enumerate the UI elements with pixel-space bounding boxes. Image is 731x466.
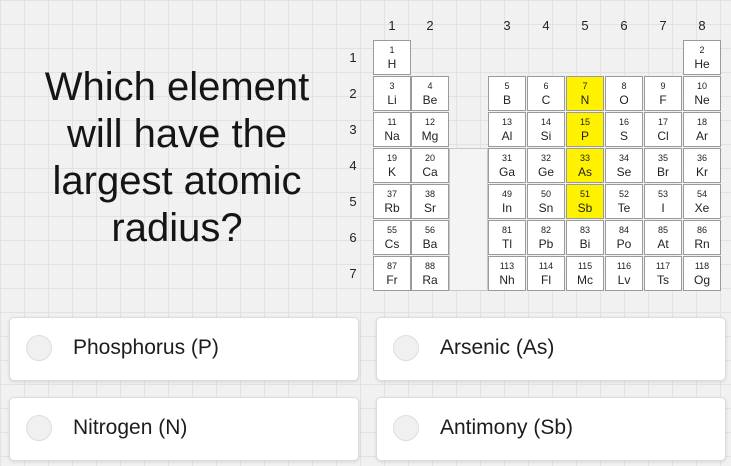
answer-option-nitrogen[interactable] bbox=[9, 397, 359, 461]
element-symbol: At bbox=[657, 237, 669, 251]
element-symbol: Sn bbox=[538, 201, 554, 215]
element-symbol: Ne bbox=[694, 93, 710, 107]
atomic-number: 31 bbox=[501, 153, 512, 163]
radio-icon[interactable] bbox=[393, 415, 419, 441]
element-symbol: Cs bbox=[384, 237, 400, 251]
element-symbol: As bbox=[577, 165, 592, 179]
element-symbol: Ga bbox=[498, 165, 515, 179]
element-cell-ra bbox=[411, 256, 449, 291]
element-symbol: Ra bbox=[422, 273, 438, 287]
atomic-number: 82 bbox=[540, 225, 551, 235]
element-symbol: Sb bbox=[577, 201, 593, 215]
element-cell-ts bbox=[644, 256, 682, 291]
question-line: largest atomic bbox=[52, 159, 302, 203]
atomic-number: 14 bbox=[540, 117, 551, 127]
atomic-number: 115 bbox=[577, 261, 593, 271]
question-line: radius? bbox=[111, 206, 243, 250]
atomic-number: 55 bbox=[386, 225, 397, 235]
atomic-number: 9 bbox=[660, 81, 666, 91]
radio-icon[interactable] bbox=[26, 335, 52, 361]
element-cell-nh bbox=[488, 256, 526, 291]
element-symbol: B bbox=[502, 93, 511, 107]
element-cell-o bbox=[605, 76, 643, 111]
element-cell-po bbox=[605, 220, 643, 255]
atomic-number: 5 bbox=[504, 81, 510, 91]
period-label: 3 bbox=[349, 122, 357, 137]
element-symbol: He bbox=[694, 57, 710, 71]
atomic-number: 116 bbox=[616, 261, 632, 271]
answer-option-phosphorus[interactable] bbox=[9, 317, 359, 381]
element-symbol: I bbox=[661, 201, 665, 215]
element-cell-og bbox=[683, 256, 721, 291]
element-symbol: Fr bbox=[386, 273, 398, 287]
atomic-number: 34 bbox=[618, 153, 629, 163]
element-cell-be bbox=[411, 76, 449, 111]
atomic-number: 2 bbox=[699, 45, 705, 55]
answer-option-antimony[interactable] bbox=[376, 397, 726, 461]
answer-label: Phosphorus (P) bbox=[73, 336, 219, 359]
element-symbol: Rn bbox=[694, 237, 710, 251]
atomic-number: 1 bbox=[389, 45, 395, 55]
element-cell-n bbox=[566, 76, 604, 111]
element-cell-xe bbox=[683, 184, 721, 219]
element-symbol: Al bbox=[501, 129, 513, 143]
element-cell-cl bbox=[644, 112, 682, 147]
atomic-number: 18 bbox=[696, 117, 707, 127]
element-symbol: Ge bbox=[537, 165, 554, 179]
element-symbol: K bbox=[387, 165, 396, 179]
atomic-number: 10 bbox=[696, 81, 707, 91]
element-symbol: C bbox=[541, 93, 551, 107]
element-cell-p bbox=[566, 112, 604, 147]
atomic-number: 7 bbox=[582, 81, 588, 91]
atomic-number: 16 bbox=[618, 117, 629, 127]
period-label: 1 bbox=[349, 50, 357, 65]
atomic-number: 118 bbox=[694, 261, 710, 271]
element-cell-at bbox=[644, 220, 682, 255]
atomic-number: 4 bbox=[427, 81, 433, 91]
element-symbol: P bbox=[580, 129, 589, 143]
element-symbol: Na bbox=[384, 129, 400, 143]
element-symbol: Cl bbox=[657, 129, 669, 143]
group-label: 4 bbox=[542, 18, 550, 33]
answer-option-arsenic[interactable] bbox=[376, 317, 726, 381]
element-cell-cs bbox=[373, 220, 411, 255]
radio-icon[interactable] bbox=[393, 335, 419, 361]
atomic-number: 113 bbox=[499, 261, 515, 271]
element-cell-ar bbox=[683, 112, 721, 147]
atomic-number: 12 bbox=[424, 117, 435, 127]
atomic-number: 19 bbox=[386, 153, 397, 163]
period-label: 5 bbox=[349, 194, 357, 209]
element-symbol: Li bbox=[387, 93, 397, 107]
element-cell-te bbox=[605, 184, 643, 219]
element-symbol: Po bbox=[616, 237, 632, 251]
element-cell-rb bbox=[373, 184, 411, 219]
question-text bbox=[18, 64, 336, 252]
atomic-number: 52 bbox=[618, 189, 629, 199]
element-symbol: Mc bbox=[577, 273, 593, 287]
atomic-number: 53 bbox=[657, 189, 668, 199]
element-symbol: In bbox=[501, 201, 512, 215]
element-cell-bi bbox=[566, 220, 604, 255]
atomic-number: 17 bbox=[657, 117, 668, 127]
element-cell-tl bbox=[488, 220, 526, 255]
element-symbol: F bbox=[659, 93, 667, 107]
element-symbol: H bbox=[387, 57, 397, 71]
element-symbol: Bi bbox=[579, 237, 591, 251]
element-symbol: Pb bbox=[538, 237, 554, 251]
period-label: 6 bbox=[349, 230, 357, 245]
element-cell-as bbox=[566, 148, 604, 183]
atomic-number: 11 bbox=[387, 117, 397, 127]
transition-metals-gap bbox=[449, 148, 488, 291]
question-line: will have the bbox=[66, 112, 288, 156]
element-symbol: Be bbox=[422, 93, 438, 107]
atomic-number: 32 bbox=[540, 153, 551, 163]
answer-label: Nitrogen (N) bbox=[73, 416, 188, 439]
atomic-number: 33 bbox=[579, 153, 590, 163]
element-cell-sn bbox=[527, 184, 565, 219]
element-symbol: Fl bbox=[541, 273, 551, 287]
element-cell-ge bbox=[527, 148, 565, 183]
atomic-number: 56 bbox=[424, 225, 435, 235]
group-label: 5 bbox=[581, 18, 589, 33]
element-cell-c bbox=[527, 76, 565, 111]
element-cell-se bbox=[605, 148, 643, 183]
atomic-number: 88 bbox=[424, 261, 435, 271]
atomic-number: 8 bbox=[621, 81, 627, 91]
element-symbol: Te bbox=[617, 201, 631, 215]
element-cell-na bbox=[373, 112, 411, 147]
period-label: 2 bbox=[349, 86, 357, 101]
element-cell-ga bbox=[488, 148, 526, 183]
radio-icon[interactable] bbox=[26, 415, 52, 441]
element-cell-pb bbox=[527, 220, 565, 255]
element-symbol: Lv bbox=[617, 273, 631, 287]
atomic-number: 13 bbox=[501, 117, 512, 127]
element-cell-b bbox=[488, 76, 526, 111]
atomic-number: 54 bbox=[696, 189, 707, 199]
atomic-number: 87 bbox=[386, 261, 397, 271]
element-cell-mc bbox=[566, 256, 604, 291]
element-cell-fr bbox=[373, 256, 411, 291]
element-cell-ne bbox=[683, 76, 721, 111]
element-cell-i bbox=[644, 184, 682, 219]
element-cell-rn bbox=[683, 220, 721, 255]
question-line: Which element bbox=[44, 65, 310, 109]
element-symbol: Mg bbox=[421, 129, 439, 143]
atomic-number: 86 bbox=[696, 225, 707, 235]
element-symbol: Ts bbox=[657, 273, 669, 287]
element-cell-mg bbox=[411, 112, 449, 147]
atomic-number: 15 bbox=[579, 117, 590, 127]
element-cell-li bbox=[373, 76, 411, 111]
element-symbol: Ba bbox=[422, 237, 438, 251]
atomic-number: 37 bbox=[386, 189, 397, 199]
element-cell-in bbox=[488, 184, 526, 219]
element-cell-sr bbox=[411, 184, 449, 219]
element-cell-br bbox=[644, 148, 682, 183]
element-symbol: Og bbox=[693, 273, 710, 287]
group-label: 1 bbox=[388, 18, 396, 33]
element-symbol: Si bbox=[540, 129, 552, 143]
atomic-number: 83 bbox=[579, 225, 590, 235]
atomic-number: 50 bbox=[540, 189, 551, 199]
atomic-number: 85 bbox=[657, 225, 668, 235]
period-label: 4 bbox=[349, 158, 357, 173]
answer-label: Arsenic (As) bbox=[440, 336, 555, 359]
element-symbol: Xe bbox=[694, 201, 710, 215]
atomic-number: 6 bbox=[543, 81, 549, 91]
element-cell-kr bbox=[683, 148, 721, 183]
element-cell-f bbox=[644, 76, 682, 111]
element-symbol: Tl bbox=[502, 237, 512, 251]
element-cell-k bbox=[373, 148, 411, 183]
element-cell-s bbox=[605, 112, 643, 147]
element-symbol: Se bbox=[616, 165, 632, 179]
period-label: 7 bbox=[349, 266, 357, 281]
element-cell-al bbox=[488, 112, 526, 147]
group-label: 3 bbox=[503, 18, 511, 33]
group-label: 8 bbox=[698, 18, 706, 33]
element-symbol: Ca bbox=[422, 165, 438, 179]
element-symbol: Rb bbox=[384, 201, 400, 215]
element-symbol: O bbox=[619, 93, 629, 107]
group-label: 6 bbox=[620, 18, 628, 33]
element-cell-si bbox=[527, 112, 565, 147]
element-symbol: S bbox=[619, 129, 628, 143]
atomic-number: 114 bbox=[538, 261, 554, 271]
atomic-number: 38 bbox=[424, 189, 435, 199]
atomic-number: 81 bbox=[501, 225, 512, 235]
atomic-number: 51 bbox=[579, 189, 590, 199]
element-cell-he bbox=[683, 40, 721, 75]
group-label: 7 bbox=[659, 18, 667, 33]
element-cell-ba bbox=[411, 220, 449, 255]
atomic-number: 20 bbox=[424, 153, 435, 163]
atomic-number: 35 bbox=[657, 153, 668, 163]
atomic-number: 36 bbox=[696, 153, 707, 163]
element-symbol: Br bbox=[657, 165, 669, 179]
element-symbol: Ar bbox=[696, 129, 708, 143]
atomic-number: 84 bbox=[618, 225, 629, 235]
group-label: 2 bbox=[426, 18, 434, 33]
element-symbol: Sr bbox=[424, 201, 436, 215]
atomic-number: 3 bbox=[389, 81, 395, 91]
answer-label: Antimony (Sb) bbox=[440, 416, 574, 439]
element-cell-fl bbox=[527, 256, 565, 291]
element-cell-sb bbox=[566, 184, 604, 219]
atomic-number: 49 bbox=[501, 189, 512, 199]
element-cell-ca bbox=[411, 148, 449, 183]
periodic-table bbox=[340, 14, 731, 300]
element-symbol: Kr bbox=[696, 165, 708, 179]
element-symbol: Nh bbox=[499, 273, 515, 287]
element-cell-h bbox=[373, 40, 411, 75]
atomic-number: 117 bbox=[655, 261, 671, 271]
element-cell-lv bbox=[605, 256, 643, 291]
element-symbol: N bbox=[580, 93, 590, 107]
